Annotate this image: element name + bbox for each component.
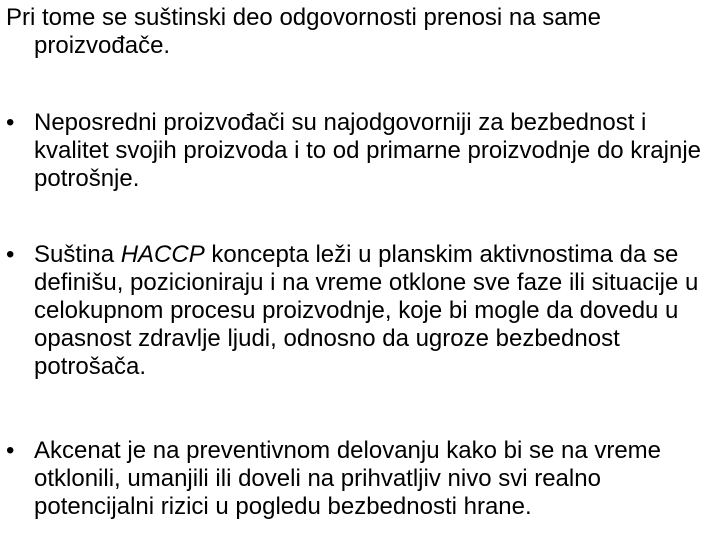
haccp-term: HACCP: [120, 241, 205, 268]
intro-paragraph: Pri tome se suštinski deo odgovornosti prenosi na same proizvođače.: [6, 4, 601, 59]
bullet-text: Akcenat je na preventivnom delovanju kako bi se na vreme otklonili, umanjili ili doveli na prihvatljiv nivo svi realno potencijalni rizici u pogledu bezbednosti hrane.: [34, 437, 662, 520]
bullet-marker: •: [6, 437, 15, 464]
bullet-text-end: koncepta leži u planskim aktivnostima da se definišu, pozicioniraju i na vreme otklone sve faze ili situacije u celokupnom procesu proizvodnje, koje bi mogle da dovedu u opasnost zdravlje ljudi, odnosno da ugroze bezbednost potrošača.: [34, 241, 699, 380]
bullet-item-2: [6, 241, 711, 381]
bullet-item-3: [6, 437, 711, 521]
bullet-marker: •: [6, 241, 15, 268]
bullet-item-1: [6, 109, 711, 193]
bullet-text-start: Suština: [34, 241, 121, 268]
bullet-text: [6, 241, 711, 381]
bullet-text: Neposredni proizvođači su najodgovorniji za bezbednost i kvalitet svojih proizvoda i to od primarne proizvodnje do krajnje potrošnje.: [34, 109, 702, 192]
bullet-marker: •: [6, 109, 15, 136]
